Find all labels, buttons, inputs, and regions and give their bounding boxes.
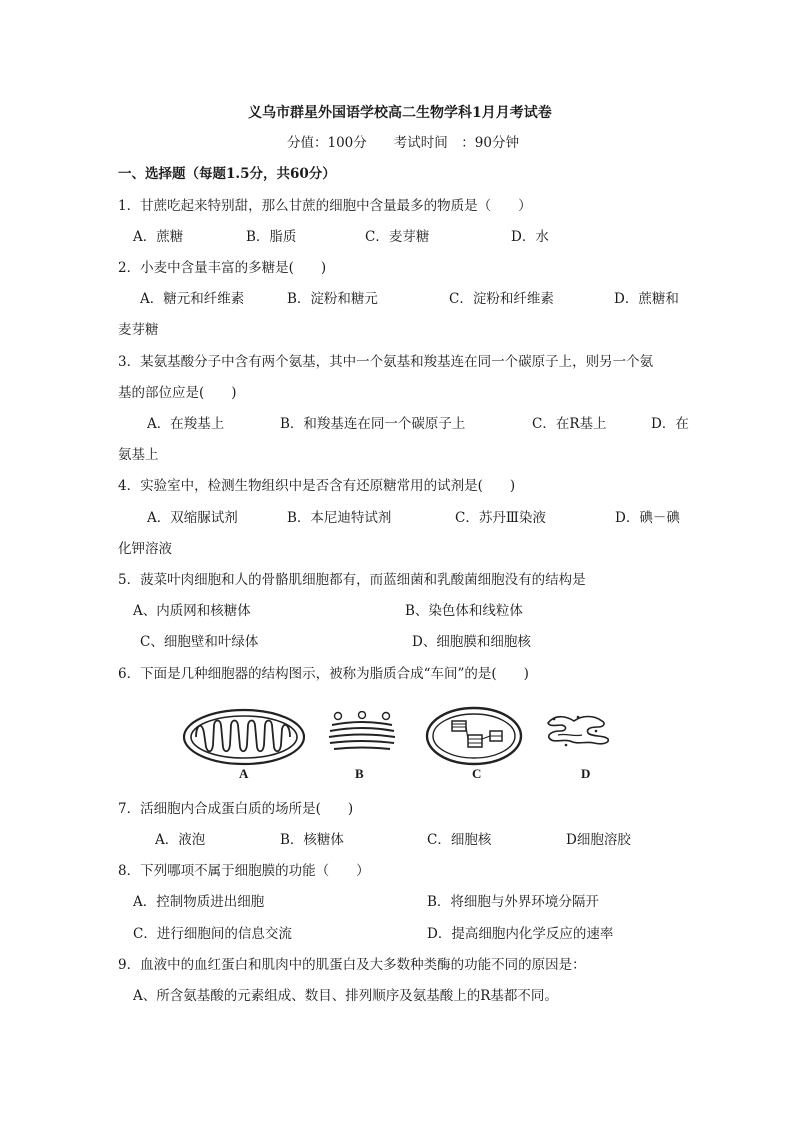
score-time: 分值：100分 考试时间 ：90分钟 xyxy=(287,135,519,151)
figure-label-a: A xyxy=(239,766,249,781)
question-2-option-b: B．淀粉和糖元 xyxy=(287,291,378,307)
question-7-stem: 7．活细胞内合成蛋白质的场所是( ) xyxy=(118,801,354,817)
question-5-option-c: C、细胞壁和叶绿体 xyxy=(140,634,259,650)
exam-title: 义乌市群星外国语学校高二生物学科1月月考试卷 xyxy=(248,105,552,121)
endoplasmic-reticulum-icon xyxy=(544,711,612,751)
question-3-option-d: D．在 xyxy=(651,416,689,432)
question-4-option-d: D．碘－碘 xyxy=(615,510,680,526)
question-3-option-b: B．和羧基连在同一个碳原子上 xyxy=(280,416,466,432)
question-7-option-b: B．核糖体 xyxy=(280,832,344,848)
question-5-option-d: D、细胞膜和细胞核 xyxy=(412,634,531,650)
question-2-option-c: C．淀粉和纤维素 xyxy=(449,291,554,307)
question-8-option-d: D．提高细胞内化学反应的速率 xyxy=(427,926,614,942)
question-7-option-a: A．液泡 xyxy=(155,832,206,848)
question-3-option-a: A．在羧基上 xyxy=(147,416,225,432)
question-7-option-c: C．细胞核 xyxy=(427,832,492,848)
question-8-option-a: A．控制物质进出细胞 xyxy=(133,894,265,910)
question-5-stem: 5．菠菜叶肉细胞和人的骨骼肌细胞都有，而蓝细菌和乳酸菌细胞没有的结构是 xyxy=(118,572,586,588)
section-heading: 一、选择题（每题1.5分，共60分） xyxy=(118,166,336,182)
question-2-continuation: 麦芽糖 xyxy=(118,322,159,338)
question-4-option-a: A．双缩脲试剂 xyxy=(147,510,238,526)
question-8-option-b: B．将细胞与外界环境分隔开 xyxy=(427,894,599,910)
mitochondrion-icon xyxy=(182,707,306,767)
question-2-stem: 2．小麦中含量丰富的多糖是( ) xyxy=(118,260,327,276)
question-1-option-b: B．脂质 xyxy=(246,229,297,245)
figure-label-d: D xyxy=(581,766,591,781)
chloroplast-icon xyxy=(424,705,524,767)
question-1-stem: 1．甘蔗吃起来特别甜，那么甘蔗的细胞中含量最多的物质是（ ） xyxy=(118,198,532,214)
question-3-stem: 3．某氨基酸分子中含有两个氨基，其中一个氨基和羧基连在同一个碳原子上，则另一个氨 xyxy=(118,354,654,370)
question-9-option-a: A、所含氨基酸的元素组成、数目、排列顺序及氨基酸上的R基都不同。 xyxy=(133,988,558,1004)
question-1-option-a: A．蔗糖 xyxy=(133,229,184,245)
question-5-option-b: B、染色体和线粒体 xyxy=(405,603,523,619)
question-5-option-a: A、内质网和核糖体 xyxy=(133,603,251,619)
question-3-stem-line2: 基的部位应是( ) xyxy=(118,385,237,401)
question-2-option-a: A．糖元和纤维素 xyxy=(140,291,245,307)
question-8-option-c: C．进行细胞间的信息交流 xyxy=(133,926,292,942)
question-4-stem: 4．实验室中，检测生物组织中是否含有还原糖常用的试剂是( ) xyxy=(118,478,516,494)
question-4-option-b: B．本尼迪特试剂 xyxy=(287,510,392,526)
golgi-apparatus-icon xyxy=(326,711,398,753)
question-4-option-c: C．苏丹Ⅲ染液 xyxy=(455,510,546,526)
question-3-continuation: 氨基上 xyxy=(118,447,159,463)
question-9-stem: 9．血液中的血红蛋白和肌肉中的肌蛋白及大多数种类酶的功能不同的原因是： xyxy=(118,957,586,973)
question-2-option-d: D．蔗糖和 xyxy=(614,291,679,307)
question-8-stem: 8．下列哪项不属于细胞膜的功能（ ） xyxy=(118,863,370,879)
question-6-stem: 6．下面是几种细胞器的结构图示，被称为脂质合成“车间”的是( ) xyxy=(118,666,529,682)
question-4-continuation: 化钾溶液 xyxy=(118,541,172,557)
figure-label-c: C xyxy=(472,766,482,781)
question-3-option-c: C．在R基上 xyxy=(532,416,607,432)
question-1-option-c: C．麦芽糖 xyxy=(365,229,430,245)
figure-label-b: B xyxy=(355,766,364,781)
question-7-option-d: D细胞溶胶 xyxy=(566,832,631,848)
question-1-option-d: D．水 xyxy=(511,229,549,245)
